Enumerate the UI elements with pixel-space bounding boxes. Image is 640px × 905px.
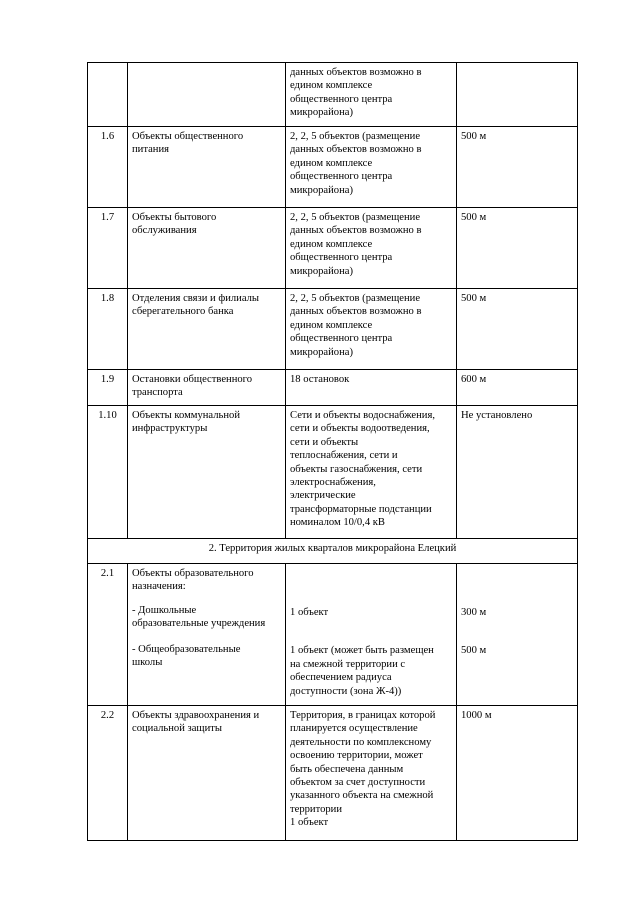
service-radius: 500 м — [457, 127, 578, 208]
table-row — [88, 63, 578, 127]
subitem-radius: 300 м — [461, 607, 487, 618]
row-number: 1.10 — [88, 406, 128, 539]
facility-name: Объекты бытового обслуживания — [128, 208, 286, 289]
subitem-name: - Дошкольные образовательные учреждения — [132, 604, 266, 630]
service-radius — [457, 63, 578, 127]
service-radius: Не установлено — [457, 406, 578, 539]
facility-name-cell — [128, 564, 286, 706]
facility-count: Территория, в границах которой планируется осуществление деятельности по комплексному освоению территории, может быть обеспечена данным объектом за счет доступности указанного объекта на смежной территории 1 объект — [286, 706, 457, 841]
table-row — [88, 289, 578, 370]
facility-name: Объекты здравоохранения и социальной защиты — [128, 706, 286, 841]
row-number: 1.6 — [88, 127, 128, 208]
service-radius: 500 м — [457, 208, 578, 289]
service-radius-cell — [457, 564, 578, 706]
table-row — [88, 406, 578, 539]
table-row — [88, 564, 578, 706]
row-number: 2.2 — [88, 706, 128, 841]
row-number: 1.7 — [88, 208, 128, 289]
facility-count: данных объектов возможно в едином комплексе общественного центра микрорайона) — [286, 63, 457, 127]
facility-name: Объекты коммунальной инфраструктуры — [128, 406, 286, 539]
facility-count-cell — [286, 564, 457, 706]
subitem-radius: 500 м — [461, 645, 487, 657]
facility-count: 18 остановок — [286, 370, 457, 406]
subitem-count: 1 объект — [290, 607, 329, 618]
facility-name — [128, 63, 286, 127]
subitem-count: 1 объект (может быть размещен на смежной территории с обеспечением радиуса доступности (зона Ж-4)) — [290, 645, 434, 697]
row-number — [88, 63, 128, 127]
row-number: 1.8 — [88, 289, 128, 370]
table-row — [88, 706, 578, 841]
subitem-name: - Общеобразовательные школы — [132, 643, 241, 669]
table-row — [88, 208, 578, 289]
table-row — [88, 370, 578, 406]
row-number: 2.1 — [88, 564, 128, 706]
facility-name: Отделения связи и филиалы сберегательного банка — [128, 289, 286, 370]
facility-count: Сети и объекты водоснабжения, сети и объекты водоотведения, сети и объекты теплоснабжения, сети и объекты газоснабжения, сети электроснабжения, электрические трансформаторные подстанции номиналом 10/0,4 кВ — [286, 406, 457, 539]
row-number: 1.9 — [88, 370, 128, 406]
facility-count: 2, 2, 5 объектов (размещение данных объектов возможно в едином комплексе общественного центра микрорайона) — [286, 208, 457, 289]
service-radius: 1000 м — [457, 706, 578, 841]
section-title: 2. Территория жилых кварталов микрорайона Елецкий — [88, 539, 578, 564]
facility-name: Объекты общественного питания — [128, 127, 286, 208]
table-row — [88, 127, 578, 208]
facility-count: 2, 2, 5 объектов (размещение данных объектов возможно в едином комплексе общественного центра микрорайона) — [286, 289, 457, 370]
section-row — [88, 539, 578, 564]
facility-name: Остановки общественного транспорта — [128, 370, 286, 406]
facilities-table — [87, 62, 578, 841]
service-radius: 500 м — [457, 289, 578, 370]
service-radius: 600 м — [457, 370, 578, 406]
facility-name: Объекты образовательного назначения: — [132, 568, 254, 593]
facility-count: 2, 2, 5 объектов (размещение данных объектов возможно в едином комплексе общественного центра микрорайона) — [286, 127, 457, 208]
